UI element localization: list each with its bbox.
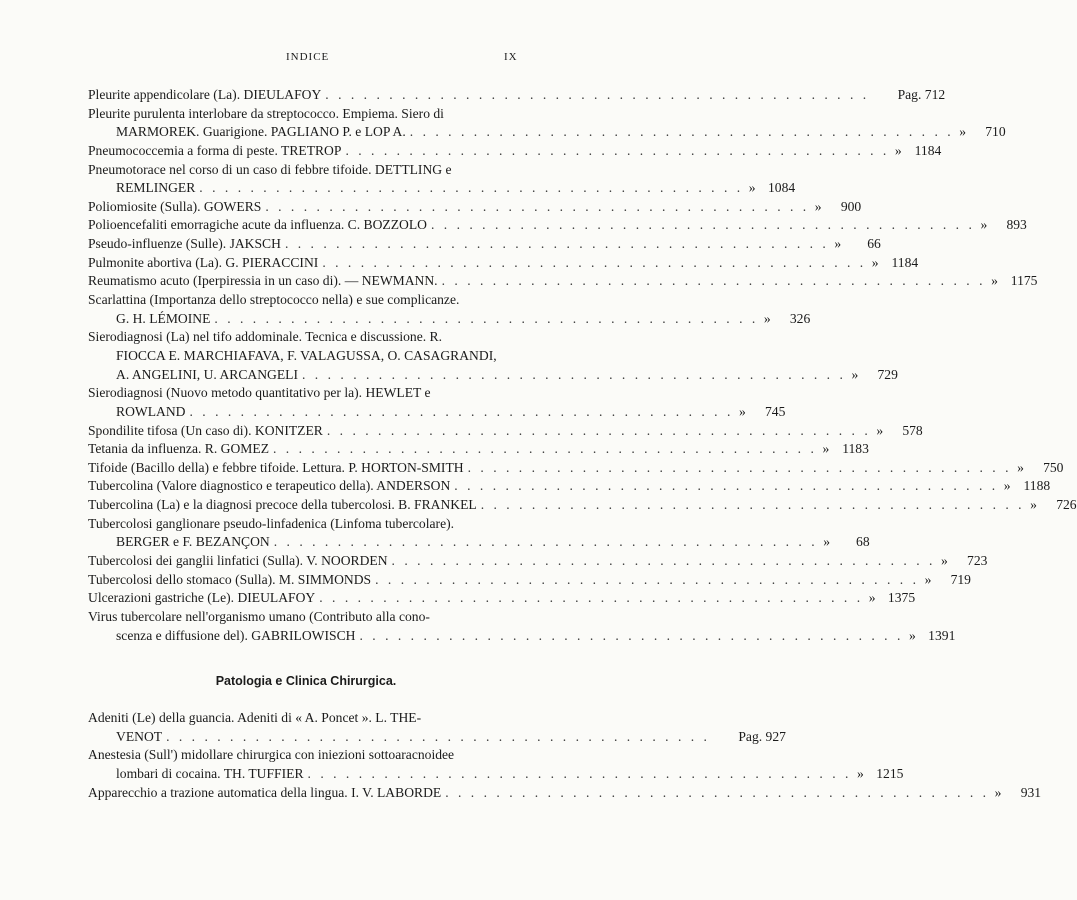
- page-number: 1215: [876, 765, 904, 781]
- index-entry: [88, 105, 524, 124]
- index-entry: [88, 728, 786, 747]
- index-entry: [88, 291, 524, 310]
- ditto-mark: »: [871, 254, 879, 270]
- dot-leader: [371, 571, 919, 590]
- entry-text: Pneumotorace nel corso di un caso di febbre tifoide. DETTLING e: [88, 161, 452, 177]
- dot-leader: [261, 198, 809, 217]
- entry-text: REMLINGER: [116, 180, 196, 196]
- dot-leader: [318, 254, 866, 273]
- ditto-mark: »: [823, 534, 830, 550]
- entry-text: FIOCCA E. MARCHIAFAVA, F. VALAGUSSA, O. CASAGRANDI,: [116, 347, 497, 363]
- index-entry: [88, 765, 904, 784]
- page-number: 1184: [914, 142, 942, 158]
- ditto-mark: »: [941, 553, 948, 569]
- entry-text: Tubercolosi ganglionare pseudo-linfadenica (Linfoma tubercolare).: [88, 515, 455, 531]
- ditto-mark: »: [814, 198, 822, 214]
- ditto-mark: »: [763, 310, 771, 326]
- entry-text: Virus tubercolare nell'organismo umano (Contributo alla cono-: [88, 608, 430, 624]
- ditto-mark: »: [991, 273, 998, 289]
- entry-text: A. ANGELINI, U. ARCANGELI: [116, 366, 298, 382]
- index-entry: [88, 384, 524, 403]
- index-entry: [88, 142, 942, 161]
- page-number: 1391: [928, 627, 956, 643]
- ditto-mark: »: [876, 422, 884, 438]
- ditto-mark: [869, 86, 887, 105]
- entry-text: Spondilite tifosa (Un caso di). KONITZER: [88, 422, 323, 438]
- dot-leader: [315, 589, 863, 608]
- page-number: 1183: [842, 441, 869, 457]
- entry-text: Poliomiosite (Sulla). GOWERS: [88, 198, 262, 214]
- dot-leader: [464, 459, 1012, 478]
- dot-leader: [441, 784, 989, 803]
- ditto-mark: »: [924, 571, 932, 587]
- dot-leader: [427, 216, 975, 235]
- entry-text: Anestesia (Sull') midollare chirurgica con iniezioni sottoaracnoidee: [88, 747, 455, 763]
- page-number: 900: [840, 198, 862, 214]
- entry-text: Apparecchio a trazione automatica della lingua. I. V. LABORDE: [88, 784, 442, 800]
- entry-text: Pulmonite abortiva (La). G. PIERACCINI: [88, 254, 319, 270]
- index-entry: [88, 235, 881, 254]
- index-entries: [88, 86, 1077, 645]
- index-entry: [88, 366, 898, 385]
- ditto-mark: »: [851, 366, 859, 382]
- ditto-mark: »: [738, 403, 746, 419]
- index-entry: [88, 552, 988, 571]
- index-entry: [88, 403, 786, 422]
- page-number: 578: [902, 422, 923, 438]
- index-entry: [88, 477, 1051, 496]
- index-entry: [88, 272, 1038, 291]
- dot-leader: [210, 310, 758, 329]
- index-entry: [88, 440, 869, 459]
- dot-leader: [388, 552, 936, 571]
- page-number: Pag. 712: [897, 87, 946, 102]
- entry-text: scenza e diffusione del). GABRILOWISCH: [116, 627, 356, 643]
- index-entries-surgery: [88, 709, 1042, 802]
- entry-text: G. H. LÉMOINE: [116, 310, 211, 326]
- dot-leader: [321, 86, 869, 105]
- entry-text: lombari di cocaina. TH. TUFFIER: [116, 765, 304, 781]
- page-number: 723: [967, 553, 988, 569]
- page-number: 729: [877, 366, 898, 382]
- entry-text: ROWLAND: [116, 403, 186, 419]
- ditto-mark: »: [959, 124, 967, 140]
- page-number: 1184: [891, 254, 919, 270]
- entry-text: Sierodiagnosi (La) nel tifo addominale. Tecnica e discussione. R.: [88, 329, 443, 345]
- page-number: 1188: [1023, 478, 1051, 494]
- dot-leader: [281, 235, 829, 254]
- entry-text: Pleurite purulenta interlobare da streptococco. Empiema. Siero di: [88, 105, 444, 121]
- index-entry: [88, 422, 923, 441]
- dot-leader: [270, 533, 818, 552]
- index-entry: [88, 254, 919, 273]
- entry-text: Ulcerazioni gastriche (Le). DIEULAFOY: [88, 590, 316, 606]
- index-entry: [88, 216, 1027, 235]
- index-entry: [88, 459, 1064, 478]
- index-entry: [88, 496, 1077, 515]
- dot-leader: [450, 477, 998, 496]
- entry-text: Sierodiagnosi (Nuovo metodo quantitativo per la). HEWLET e: [88, 385, 431, 401]
- index-entry: [88, 533, 870, 552]
- index-entry: [88, 571, 971, 590]
- running-header-page-number: IX: [504, 51, 518, 63]
- dot-leader: [341, 142, 889, 161]
- ditto-mark: »: [857, 765, 864, 781]
- page-number: 68: [856, 534, 870, 550]
- entry-text: Tifoide (Bacillo della) e febbre tifoide. Lettura. P. HORTON-SMITH: [88, 459, 464, 475]
- index-entry: [88, 161, 524, 180]
- entry-text: Tubercolina (Valore diagnostico e terapeutico della). ANDERSON: [88, 478, 451, 494]
- dot-leader: [195, 179, 743, 198]
- dot-leader: [304, 765, 852, 784]
- entry-text: Reumatismo acuto (Iperpiressia in un caso di). — NEWMANN.: [88, 273, 438, 289]
- ditto-mark: »: [1030, 497, 1037, 513]
- dot-leader: [269, 440, 817, 459]
- entry-text: MARMOREK. Guarigione. PAGLIANO P. e LOP A.: [116, 124, 406, 140]
- index-entry: [88, 347, 524, 366]
- entry-text: BERGER e F. BEZANÇON: [116, 534, 270, 550]
- ditto-mark: »: [822, 441, 830, 457]
- page-number: 750: [1043, 459, 1064, 475]
- page-number: 719: [950, 571, 971, 587]
- index-entry: [88, 310, 811, 329]
- index-entry: [88, 198, 862, 217]
- dot-leader: [298, 366, 846, 385]
- ditto-mark: »: [980, 217, 988, 233]
- index-entry: [88, 746, 524, 765]
- entry-text: Pneumococcemia a forma di peste. TRETROP: [88, 142, 342, 158]
- page-number: 726: [1056, 497, 1077, 513]
- ditto-mark: »: [994, 784, 1002, 800]
- entry-text: Polioencefaliti emorragiche acute da influenza. C. BOZZOLO: [88, 217, 427, 233]
- index-entry: [88, 179, 796, 198]
- dot-leader: [162, 728, 710, 747]
- ditto-mark: »: [908, 627, 916, 643]
- index-entry: [88, 589, 916, 608]
- entry-text: Adeniti (Le) della guancia. Adeniti di « A. Poncet ». L. THE-: [88, 710, 422, 725]
- page-number: Pag. 927: [738, 728, 786, 744]
- page-number: 1175: [1010, 273, 1038, 289]
- ditto-mark: [710, 728, 728, 747]
- ditto-mark: »: [834, 236, 842, 252]
- ditto-mark: »: [1017, 459, 1024, 475]
- entry-text: Tubercolosi dei ganglii linfatici (Sulla). V. NOORDEN: [88, 553, 388, 569]
- entry-text: Pleurite appendicolare (La). DIEULAFOY: [88, 87, 322, 102]
- dot-leader: [355, 627, 903, 646]
- page-number: 893: [1006, 217, 1027, 233]
- page-number: 1375: [887, 590, 916, 606]
- index-entry: [88, 709, 524, 728]
- ditto-mark: »: [868, 590, 876, 606]
- dot-leader: [323, 422, 871, 441]
- page-number: 66: [867, 236, 881, 252]
- index-entry: [88, 627, 956, 646]
- running-header-title: INDICE: [286, 51, 330, 63]
- entry-text: Tubercolosi dello stomaco (Sulla). M. SIMMONDS: [88, 571, 372, 587]
- dot-leader: [406, 123, 954, 142]
- dot-leader: [438, 272, 986, 291]
- entry-text: Pseudo-influenze (Sulle). JAKSCH: [88, 236, 281, 252]
- index-entry: [88, 784, 1042, 803]
- page-number: 326: [789, 310, 811, 326]
- index-entry: [88, 86, 946, 105]
- dot-leader: [477, 496, 1025, 515]
- entry-text: Scarlattina (Importanza dello streptococco nella) e sue complicanze.: [88, 292, 460, 308]
- index-entry: [88, 328, 524, 347]
- entry-text: Tetania da influenza. R. GOMEZ: [88, 441, 269, 457]
- page-number: 931: [1020, 784, 1042, 800]
- dot-leader: [185, 403, 733, 422]
- ditto-mark: »: [1003, 478, 1011, 494]
- index-entry: [88, 608, 524, 627]
- page-number: 710: [985, 124, 1006, 140]
- page-number: 745: [764, 403, 786, 419]
- entry-text: Tubercolina (La) e la diagnosi precoce della tubercolosi. B. FRANKEL: [88, 497, 477, 513]
- page-number: 1084: [767, 180, 796, 196]
- index-entry: [88, 515, 524, 534]
- ditto-mark: »: [894, 142, 902, 158]
- section-title: Patologia e Clinica Chirurgica.: [215, 674, 397, 688]
- ditto-mark: »: [748, 180, 756, 196]
- index-entry: [88, 123, 1006, 142]
- entry-text: VENOT: [116, 728, 163, 744]
